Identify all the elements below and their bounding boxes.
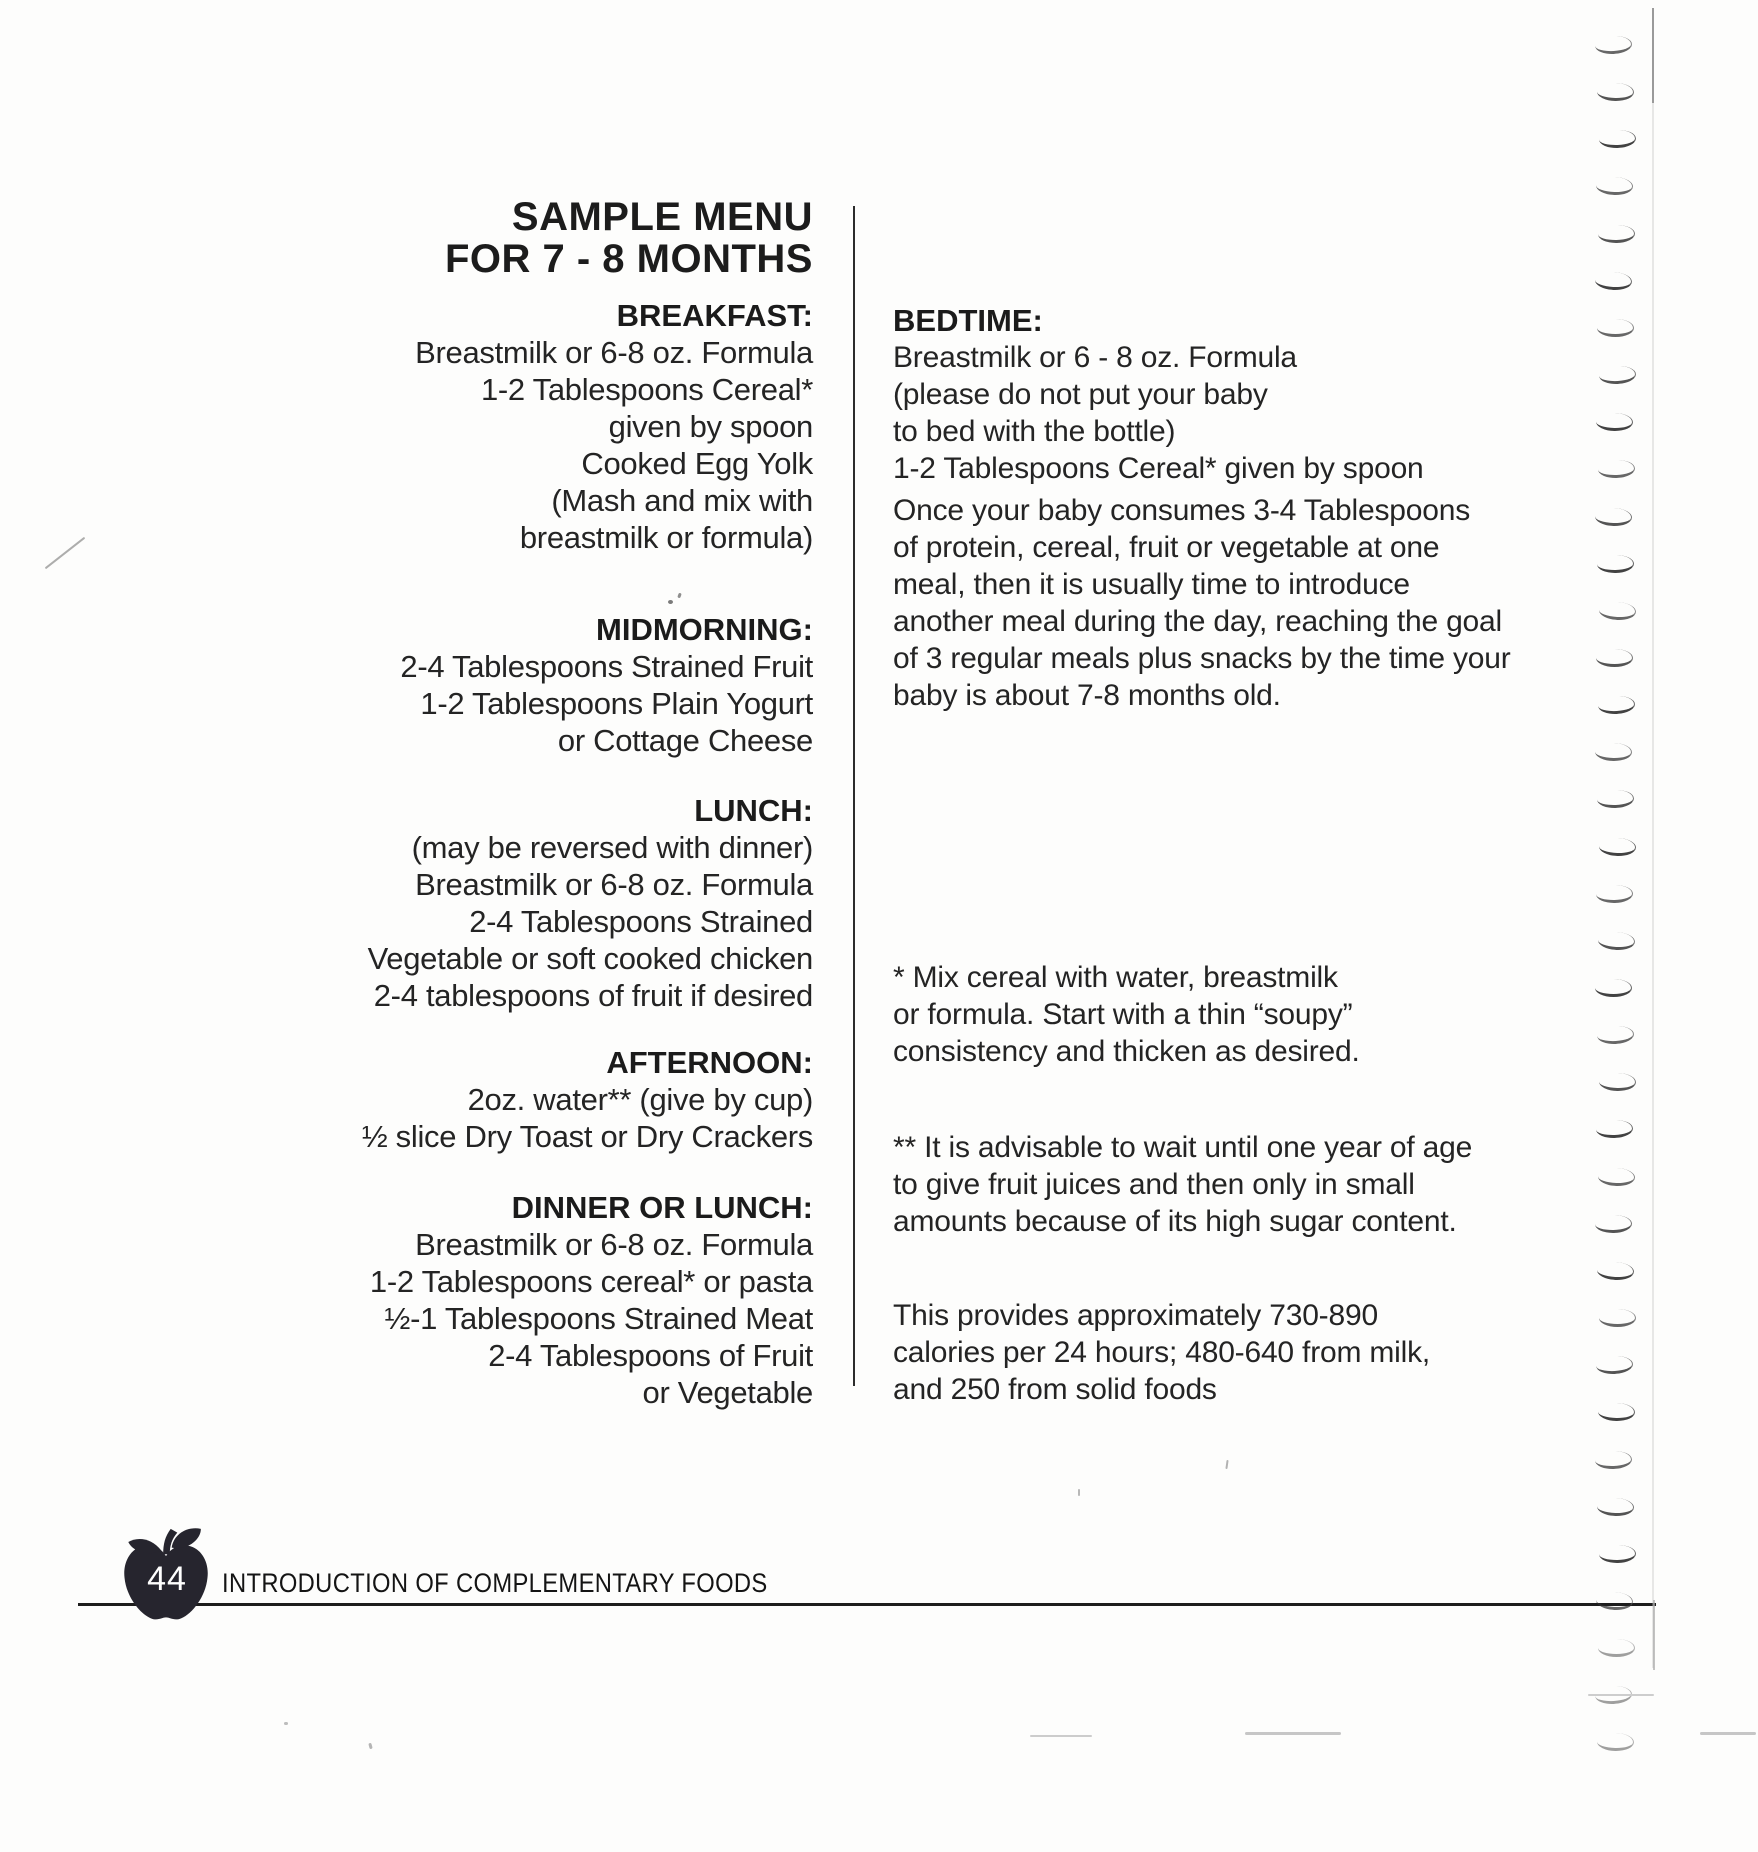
binding-mark <box>1598 695 1636 715</box>
binding-mark <box>1595 743 1632 762</box>
binding-mark <box>1598 1403 1635 1422</box>
note-line: of 3 regular meals plus snacks by the time your <box>893 642 1511 675</box>
scan-smudge <box>1030 1735 1092 1737</box>
notes-column <box>893 0 1593 1500</box>
menu-line: 1-2 Tablespoons Plain Yogurt <box>420 686 813 721</box>
page-title-line1: SAMPLE MENU <box>511 195 813 239</box>
menu-line: ½ slice Dry Toast or Dry Crackers <box>361 1119 813 1154</box>
binding-mark <box>1595 35 1633 55</box>
scan-smudge <box>1588 1694 1654 1696</box>
menu-section-midmorning <box>290 611 813 759</box>
binding-mark <box>1596 1591 1634 1611</box>
menu-line: Breastmilk or 6-8 oz. Formula <box>415 335 813 370</box>
note-line: This provides approximately 730-890 <box>893 1299 1378 1332</box>
binding-mark <box>1598 460 1636 479</box>
menu-line: or Vegetable <box>642 1375 813 1410</box>
menu-line: 2-4 tablespoons of fruit if desired <box>373 978 813 1013</box>
menu-line: Breastmilk or 6-8 oz. Formula <box>415 867 813 902</box>
scan-smudge <box>1245 1732 1341 1735</box>
menu-line: Breastmilk or 6-8 oz. Formula <box>415 1227 813 1262</box>
page-edge-line-bottom <box>1653 1600 1655 1670</box>
menu-line: 2-4 Tablespoons Strained <box>469 904 813 939</box>
menu-section-dinner-or-lunch <box>290 1189 813 1411</box>
menu-section-afternoon <box>290 1044 813 1155</box>
binding-mark <box>1597 319 1634 337</box>
page-edge-line-top <box>1652 8 1654 103</box>
binding-mark <box>1598 1167 1636 1186</box>
menu-section-lunch <box>290 792 813 1014</box>
section-heading: LUNCH: <box>694 793 813 828</box>
binding-mark <box>1596 177 1634 196</box>
binding-mark <box>1599 1073 1636 1092</box>
menu-line: Breastmilk or 6 - 8 oz. Formula <box>893 341 1297 374</box>
menu-line: 1-2 Tablespoons cereal* or pasta <box>369 1264 813 1299</box>
page-title-line2: FOR 7 - 8 MONTHS <box>444 237 813 281</box>
menu-line: 1-2 Tablespoons Cereal* <box>480 372 813 407</box>
scan-speck <box>668 600 673 604</box>
menu-line: or Cottage Cheese <box>557 723 813 758</box>
note-cereal-mixing <box>893 959 1593 1070</box>
binding-mark <box>1596 1355 1634 1375</box>
scan-speck <box>284 1722 288 1725</box>
binding-mark <box>1599 130 1637 149</box>
page-edge-line <box>1652 8 1654 1668</box>
binding-mark <box>1596 1120 1634 1139</box>
note-line: calories per 24 hours; 480-640 from milk, <box>893 1336 1431 1369</box>
section-heading: MIDMORNING: <box>596 612 813 647</box>
note-line: of protein, cereal, fruit or vegetable at one <box>893 531 1440 564</box>
binding-mark <box>1595 1450 1633 1469</box>
footer-rule <box>78 1603 1656 1606</box>
menu-line: 1-2 Tablespoons Cereal* given by spoon <box>893 452 1424 485</box>
menu-line: Vegetable or soft cooked chicken <box>367 941 813 976</box>
binding-mark <box>1599 1544 1636 1563</box>
note-line: Once your baby consumes 3-4 Tablespoons <box>893 494 1470 527</box>
binding-mark <box>1598 1639 1635 1657</box>
menu-line: 2-4 Tablespoons of Fruit <box>488 1338 813 1373</box>
note-line: and 250 from solid foods <box>893 1373 1217 1406</box>
section-heading: AFTERNOON: <box>606 1045 813 1080</box>
section-heading: DINNER OR LUNCH: <box>511 1190 813 1225</box>
note-line: another meal during the day, reaching the goal <box>893 605 1502 638</box>
note-line: meal, then it is usually time to introduce <box>893 568 1410 601</box>
note-consumption <box>893 492 1593 714</box>
note-line: amounts because of its high sugar content. <box>893 1205 1457 1238</box>
binding-mark <box>1596 884 1633 903</box>
footer-chapter-title: INTRODUCTION OF COMPLEMENTARY FOODS <box>222 1568 768 1598</box>
note-line: baby is about 7-8 months old. <box>893 679 1281 712</box>
scan-speck <box>368 1743 372 1750</box>
note-line: to give fruit juices and then only in small <box>893 1168 1415 1201</box>
binding-mark <box>1599 601 1637 621</box>
scan-smudge <box>1700 1732 1756 1735</box>
binding-mark <box>1597 790 1635 809</box>
note-line: ** It is advisable to wait until one year of age <box>893 1131 1473 1164</box>
menu-line: (may be reversed with dinner) <box>411 830 813 865</box>
page-title <box>290 196 813 280</box>
menu-line: Cooked Egg Yolk <box>581 446 813 481</box>
menu-column <box>290 0 813 1500</box>
menu-line: to bed with the bottle) <box>893 415 1176 448</box>
menu-section-bedtime <box>893 302 1593 487</box>
menu-section-breakfast <box>290 297 813 556</box>
binding-mark <box>1599 365 1637 385</box>
menu-line: (Mash and mix with <box>551 483 813 518</box>
binding-mark <box>1599 837 1637 856</box>
menu-line: ½-1 Tablespoons Strained Meat <box>384 1301 813 1336</box>
page-number: 44 <box>147 1560 187 1598</box>
binding-mark <box>1596 413 1633 432</box>
note-line: * Mix cereal with water, breastmilk <box>893 961 1338 994</box>
scan-speck <box>1078 1489 1080 1496</box>
note-line: consistency and thicken as desired. <box>893 1035 1360 1068</box>
binding-mark <box>1597 1497 1635 1516</box>
note-fruit-juice <box>893 1129 1593 1240</box>
binding-mark <box>1595 507 1633 526</box>
binding-mark <box>1597 1025 1635 1045</box>
menu-line: given by spoon <box>608 409 813 444</box>
binding-mark <box>1598 224 1635 243</box>
section-heading: BREAKFAST: <box>616 298 813 333</box>
section-heading: BEDTIME: <box>893 303 1043 338</box>
binding-mark <box>1598 931 1636 951</box>
binding-mark <box>1597 83 1634 102</box>
menu-line: breastmilk or formula) <box>519 520 813 555</box>
column-divider <box>853 206 855 1386</box>
binding-mark <box>1599 1309 1636 1327</box>
binding-mark <box>1597 554 1634 573</box>
binding-mark <box>1596 649 1633 667</box>
binding-mark <box>1595 979 1632 997</box>
binding-mark <box>1597 1733 1634 1752</box>
binding-mark <box>1597 1261 1635 1281</box>
menu-line: 2oz. water** (give by cup) <box>467 1082 813 1117</box>
note-calories <box>893 1297 1593 1408</box>
note-line: or formula. Start with a thin “soupy” <box>893 998 1353 1031</box>
menu-line: (please do not put your baby <box>893 378 1268 411</box>
binding-mark <box>1595 1214 1632 1233</box>
scan-scratch-mark <box>45 537 86 569</box>
menu-line: 2-4 Tablespoons Strained Fruit <box>400 649 813 684</box>
binding-mark <box>1595 271 1633 291</box>
